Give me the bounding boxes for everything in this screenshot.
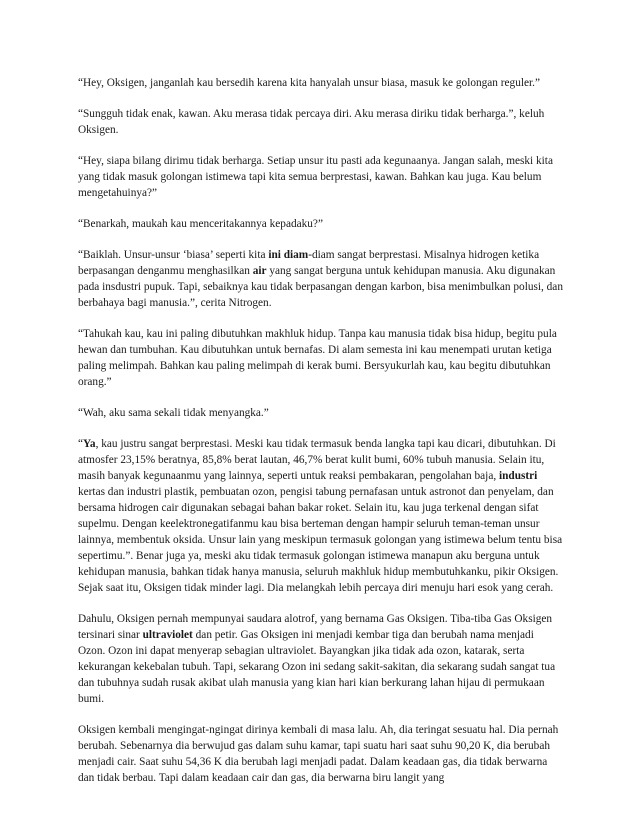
story-paragraph — [78, 326, 563, 390]
text-run: kertas dan industri plastik, pembuatan ozon, pengisi tabung pernafasan untuk astronot dan penyelam, dan bersama hidrogen cair digunakan sebagai bahan bakar roket. Selain itu, kau juga terkenal dengan sifat supelmu. Dengan keelektronegatifanmu kau bisa berteman dengan hampir seluruh teman-teman unsur lainnya, membentuk oksida. Unsur lain yang meskipun termasuk golongan yang istimewa belum tentu bisa sepertimu.”. Benar juga ya, meski aku tidak termasuk golongan istimewa manapun aku berguna untuk kehidupan manusia, bahkan tidak hanya manusia, seluruh makhluk hidup membutuhkanku, pikir Oksigen. Sejak saat itu, Oksigen tidak minder lagi. Dia melangkah lebih percaya diri menuju hari esok yang cerah. — [78, 486, 563, 594]
text-run: “Hey, Oksigen, janganlah kau bersedih karena kita hanyalah unsur biasa, masuk ke golongan reguler.” — [78, 77, 540, 89]
story-paragraph — [78, 153, 563, 201]
text-run: Oksigen kembali mengingat-ngingat dirinya kembali di masa lalu. Ah, dia teringat sesuatu hal. Dia pernah berubah. Sebenarnya dia berwujud gas dalam suhu kamar, tapi suatu hari saat suhu 90,20 K, dia berubah menjadi cair. Saat suhu 54,36 K dia berubah lagi menjadi padat. Dalam keadaan gas, dia tidak berwarna dan tidak berbau. Tapi dalam keadaan cair dan gas, dia berwarna biru langit yang — [78, 724, 559, 784]
story-paragraph — [78, 247, 563, 311]
text-run: “ — [78, 438, 84, 450]
text-run: “Wah, aku sama sekali tidak menyangka.” — [78, 407, 269, 419]
story-paragraph — [78, 611, 563, 707]
text-run: , kau justru sangat berprestasi. Meski kau tidak termasuk benda langka tapi kau dicari, dibutuhkan. Di atmosfer 23,15% beratnya, 85,8% berat lautan, 46,7% berat kulit bumi, 60% tubuh manusia. Selain itu, masih banyak kegunaanmu yang lainnya, seperti untuk reaksi pembakaran, pengolahan baja, — [78, 438, 556, 482]
story-paragraph — [78, 106, 563, 138]
bold-term: ini diam — [268, 249, 309, 261]
text-run: -diam sangat berprestasi. Misalnya hidrogen ketika berpasangan denganmu menghasilkan — [78, 249, 540, 277]
story-paragraph — [78, 216, 563, 232]
text-run: Dahulu, Oksigen pernah mempunyai saudara alotrof, yang bernama Gas Oksigen. Tiba-tiba Gas Oksigen tersinari sinar — [78, 613, 553, 641]
bold-term: air — [252, 265, 267, 277]
text-run: “Tahukah kau, kau ini paling dibutuhkan makhluk hidup. Tanpa kau manusia tidak bisa hidup, begitu pula hewan dan tumbuhan. Kau dibutuhkan untuk bernafas. Di alam semesta ini kau menempati urutan ketiga paling melimpah. Bahkan kau paling melimpah di kerak bumi. Bersyukurlah kau, kau begitu dibutuhkan orang.” — [78, 328, 557, 388]
bold-term: industri — [498, 470, 538, 482]
text-run: “Sungguh tidak enak, kawan. Aku merasa tidak percaya diri. Aku merasa diriku tidak berharga.”, keluh Oksigen. — [78, 108, 545, 136]
story-paragraph — [78, 75, 563, 91]
text-run: yang sangat berguna untuk kehidupan manusia. Aku digunakan pada insdustri pupuk. Tapi, sebaiknya kau tidak berpasangan dengan karbon, bisa menimbulkan polusi, dan berbahaya bagi manusia.”, cerita Nitrogen. — [78, 265, 563, 309]
story-paragraph — [78, 436, 563, 596]
text-run: “Benarkah, maukah kau menceritakannya kepadaku?” — [78, 218, 323, 230]
story-paragraph — [78, 722, 563, 786]
text-run: “Hey, siapa bilang dirimu tidak berharga. Setiap unsur itu pasti ada kegunaanya. Jangan salah, meski kita yang tidak masuk golongan istimewa tapi kita semua berprestasi, kawan. Bahkan kau juga. Kau belum mengetahuinya?” — [78, 155, 553, 199]
text-run: “Baiklah. Unsur-unsur ‘biasa’ seperti kita — [78, 249, 269, 261]
text-run: dan petir. Gas Oksigen ini menjadi kembar tiga dan berubah nama menjadi Ozon. Ozon ini dapat menyerap sebagian ultraviolet. Bayangkan jika tidak ada ozon, katarak, serta kekurangan kekebalan tubuh. Tapi, sekarang Ozon ini sedang sakit-sakitan, dia sekarang sudah sangat tua dan tubuhnya sudah rusak akibat ulah manusia yang kian hari kian berkurang lahan hijau di permukaan bumi. — [78, 629, 556, 705]
story-text — [78, 75, 563, 801]
bold-term: ultraviolet — [142, 629, 193, 641]
bold-term: Ya — [83, 438, 96, 450]
story-paragraph — [78, 405, 563, 421]
